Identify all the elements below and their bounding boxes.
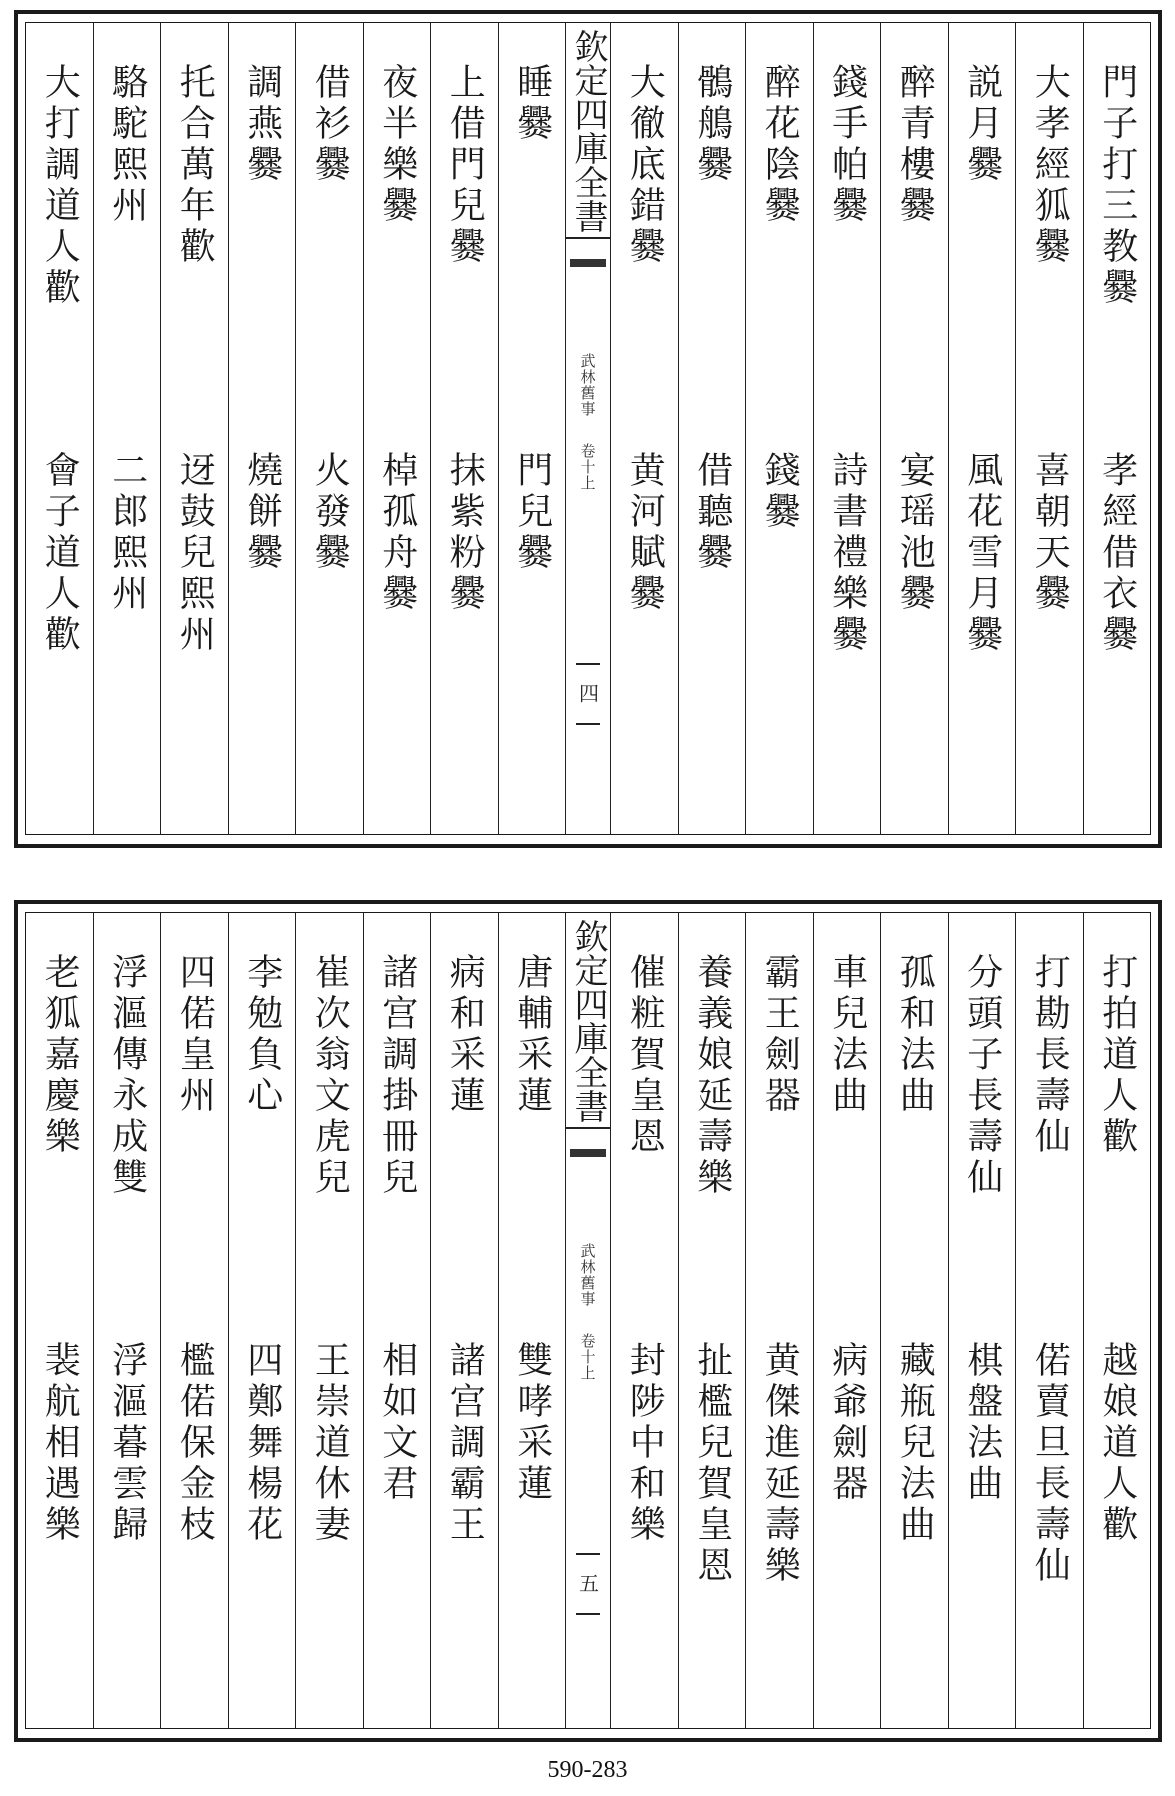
entry-upper: 霸王劍器 xyxy=(759,953,801,1117)
entry-upper: 借衫爨 xyxy=(309,63,351,186)
entry-upper: 老狐嘉慶樂 xyxy=(39,953,81,1158)
entry-lower: 越娘道人歡 xyxy=(1096,1341,1138,1546)
entry-lower: 喜朝天爨 xyxy=(1029,451,1071,615)
entry-lower: 浮漚暮雲歸 xyxy=(106,1341,148,1546)
entry-upper: 分頭子長壽仙 xyxy=(961,953,1003,1199)
entry-upper: 車兒法曲 xyxy=(826,953,868,1117)
entry-upper: 孤和法曲 xyxy=(894,953,936,1117)
entry-upper: 大打調道人歡 xyxy=(39,63,81,309)
entry-upper: 崔次翁文虎兒 xyxy=(309,953,351,1199)
text-column xyxy=(1015,23,1083,834)
entry-upper: 大徹底錯爨 xyxy=(624,63,666,268)
text-column xyxy=(880,23,948,834)
entry-upper: 説月爨 xyxy=(961,63,1003,186)
book-title: 武林舊事 xyxy=(578,1243,597,1307)
entry-lower: 火發爨 xyxy=(309,451,351,574)
text-column xyxy=(93,23,161,834)
bottom-page xyxy=(14,900,1162,1742)
entry-lower: 檻偌保金枝 xyxy=(174,1341,216,1546)
text-column xyxy=(745,913,813,1728)
entry-upper: 醉青樓爨 xyxy=(894,63,936,227)
bottom-page-frame xyxy=(25,912,1151,1729)
entry-lower: 王崇道休妻 xyxy=(309,1341,351,1546)
entry-lower: 黄傑進延壽樂 xyxy=(759,1341,801,1587)
text-column xyxy=(813,913,881,1728)
entry-upper: 催粧賀皇恩 xyxy=(624,953,666,1158)
book-title: 武林舊事 xyxy=(578,353,597,417)
text-column xyxy=(610,913,678,1728)
entry-upper: 鶻鵃爨 xyxy=(691,63,733,186)
text-column xyxy=(295,913,363,1728)
entry-lower: 燒餅爨 xyxy=(241,451,283,574)
entry-lower: 偌賣旦長壽仙 xyxy=(1029,1341,1071,1587)
folio-rule xyxy=(576,663,600,665)
entry-lower: 封陟中和樂 xyxy=(624,1341,666,1546)
text-column xyxy=(948,23,1016,834)
text-column xyxy=(430,23,498,834)
entry-lower: 宴瑶池爨 xyxy=(894,451,936,615)
entry-upper: 門子打三教爨 xyxy=(1096,63,1138,309)
entry-lower: 詩書禮樂爨 xyxy=(826,451,868,656)
entry-lower: 棹孤舟爨 xyxy=(376,451,418,615)
entry-lower: 雙哮采蓮 xyxy=(511,1341,553,1505)
text-column xyxy=(498,913,566,1728)
text-column xyxy=(26,913,93,1728)
center-strip xyxy=(565,23,610,834)
fishtail-mark xyxy=(570,259,606,285)
top-page-frame xyxy=(25,22,1151,835)
folio-rule xyxy=(576,723,600,725)
folio-number: 五 xyxy=(575,1573,600,1593)
entry-upper: 打勘長壽仙 xyxy=(1029,953,1071,1158)
text-column xyxy=(1083,913,1151,1728)
text-column xyxy=(228,23,296,834)
text-column xyxy=(678,23,746,834)
text-column xyxy=(228,913,296,1728)
text-column xyxy=(295,23,363,834)
text-column xyxy=(160,913,228,1728)
entry-lower: 抹紫粉爨 xyxy=(444,451,486,615)
text-column xyxy=(948,913,1016,1728)
text-column xyxy=(430,913,498,1728)
entry-lower: 黄河賦爨 xyxy=(624,451,666,615)
text-column xyxy=(363,913,431,1728)
text-column xyxy=(745,23,813,834)
collection-title: 欽定四庫全書 xyxy=(566,915,610,1129)
entry-lower: 孝經借衣爨 xyxy=(1096,451,1138,656)
book-volume: 卷十上 xyxy=(578,1333,597,1381)
text-column xyxy=(1083,23,1151,834)
page-number: 590-283 xyxy=(547,1757,628,1783)
entry-lower: 迓鼓兒熙州 xyxy=(174,451,216,656)
text-column xyxy=(363,23,431,834)
folio-number: 四 xyxy=(575,683,600,703)
entry-lower: 四鄭舞楊花 xyxy=(241,1341,283,1546)
entry-upper: 托合萬年歡 xyxy=(174,63,216,268)
entry-upper: 養義娘延壽樂 xyxy=(691,953,733,1199)
entry-lower: 諸宫調霸王 xyxy=(444,1341,486,1546)
entry-lower: 二郎熙州 xyxy=(106,451,148,615)
entry-lower: 相如文君 xyxy=(376,1341,418,1505)
book-volume: 卷十上 xyxy=(578,443,597,491)
folio-rule xyxy=(576,1613,600,1615)
entry-upper: 病和采蓮 xyxy=(444,953,486,1117)
entry-lower: 錢爨 xyxy=(759,451,801,533)
entry-upper: 浮漚傳永成雙 xyxy=(106,953,148,1199)
text-column xyxy=(498,23,566,834)
entry-lower: 門兒爨 xyxy=(511,451,553,574)
text-column xyxy=(610,23,678,834)
text-column xyxy=(813,23,881,834)
entry-upper: 夜半樂爨 xyxy=(376,63,418,227)
text-column xyxy=(160,23,228,834)
entry-upper: 諸宫調掛冊兒 xyxy=(376,953,418,1199)
entry-upper: 四偌皇州 xyxy=(174,953,216,1117)
entry-upper: 上借門兒爨 xyxy=(444,63,486,268)
collection-title: 欽定四庫全書 xyxy=(566,25,610,239)
center-strip xyxy=(565,913,610,1728)
entry-lower: 病爺劍器 xyxy=(826,1341,868,1505)
text-column xyxy=(880,913,948,1728)
entry-lower: 裴航相遇樂 xyxy=(39,1341,81,1546)
text-column xyxy=(1015,913,1083,1728)
entry-upper: 大孝經狐爨 xyxy=(1029,63,1071,268)
entry-upper: 醉花陰爨 xyxy=(759,63,801,227)
text-column xyxy=(678,913,746,1728)
entry-upper: 錢手帕爨 xyxy=(826,63,868,227)
fishtail-mark xyxy=(570,1149,606,1175)
entry-upper: 李勉負心 xyxy=(241,953,283,1117)
entry-lower: 風花雪月爨 xyxy=(961,451,1003,656)
text-column xyxy=(26,23,93,834)
entry-upper: 睡爨 xyxy=(511,63,553,145)
entry-upper: 調燕爨 xyxy=(241,63,283,186)
entry-lower: 借聽爨 xyxy=(691,451,733,574)
entry-upper: 駱駝熙州 xyxy=(106,63,148,227)
entry-upper: 唐輔采蓮 xyxy=(511,953,553,1117)
folio-rule xyxy=(576,1553,600,1555)
top-page xyxy=(14,10,1162,848)
entry-lower: 會子道人歡 xyxy=(39,451,81,656)
entry-lower: 藏瓶兒法曲 xyxy=(894,1341,936,1546)
entry-lower: 扯檻兒賀皇恩 xyxy=(691,1341,733,1587)
text-column xyxy=(93,913,161,1728)
entry-upper: 打拍道人歡 xyxy=(1096,953,1138,1158)
entry-lower: 棋盤法曲 xyxy=(961,1341,1003,1505)
